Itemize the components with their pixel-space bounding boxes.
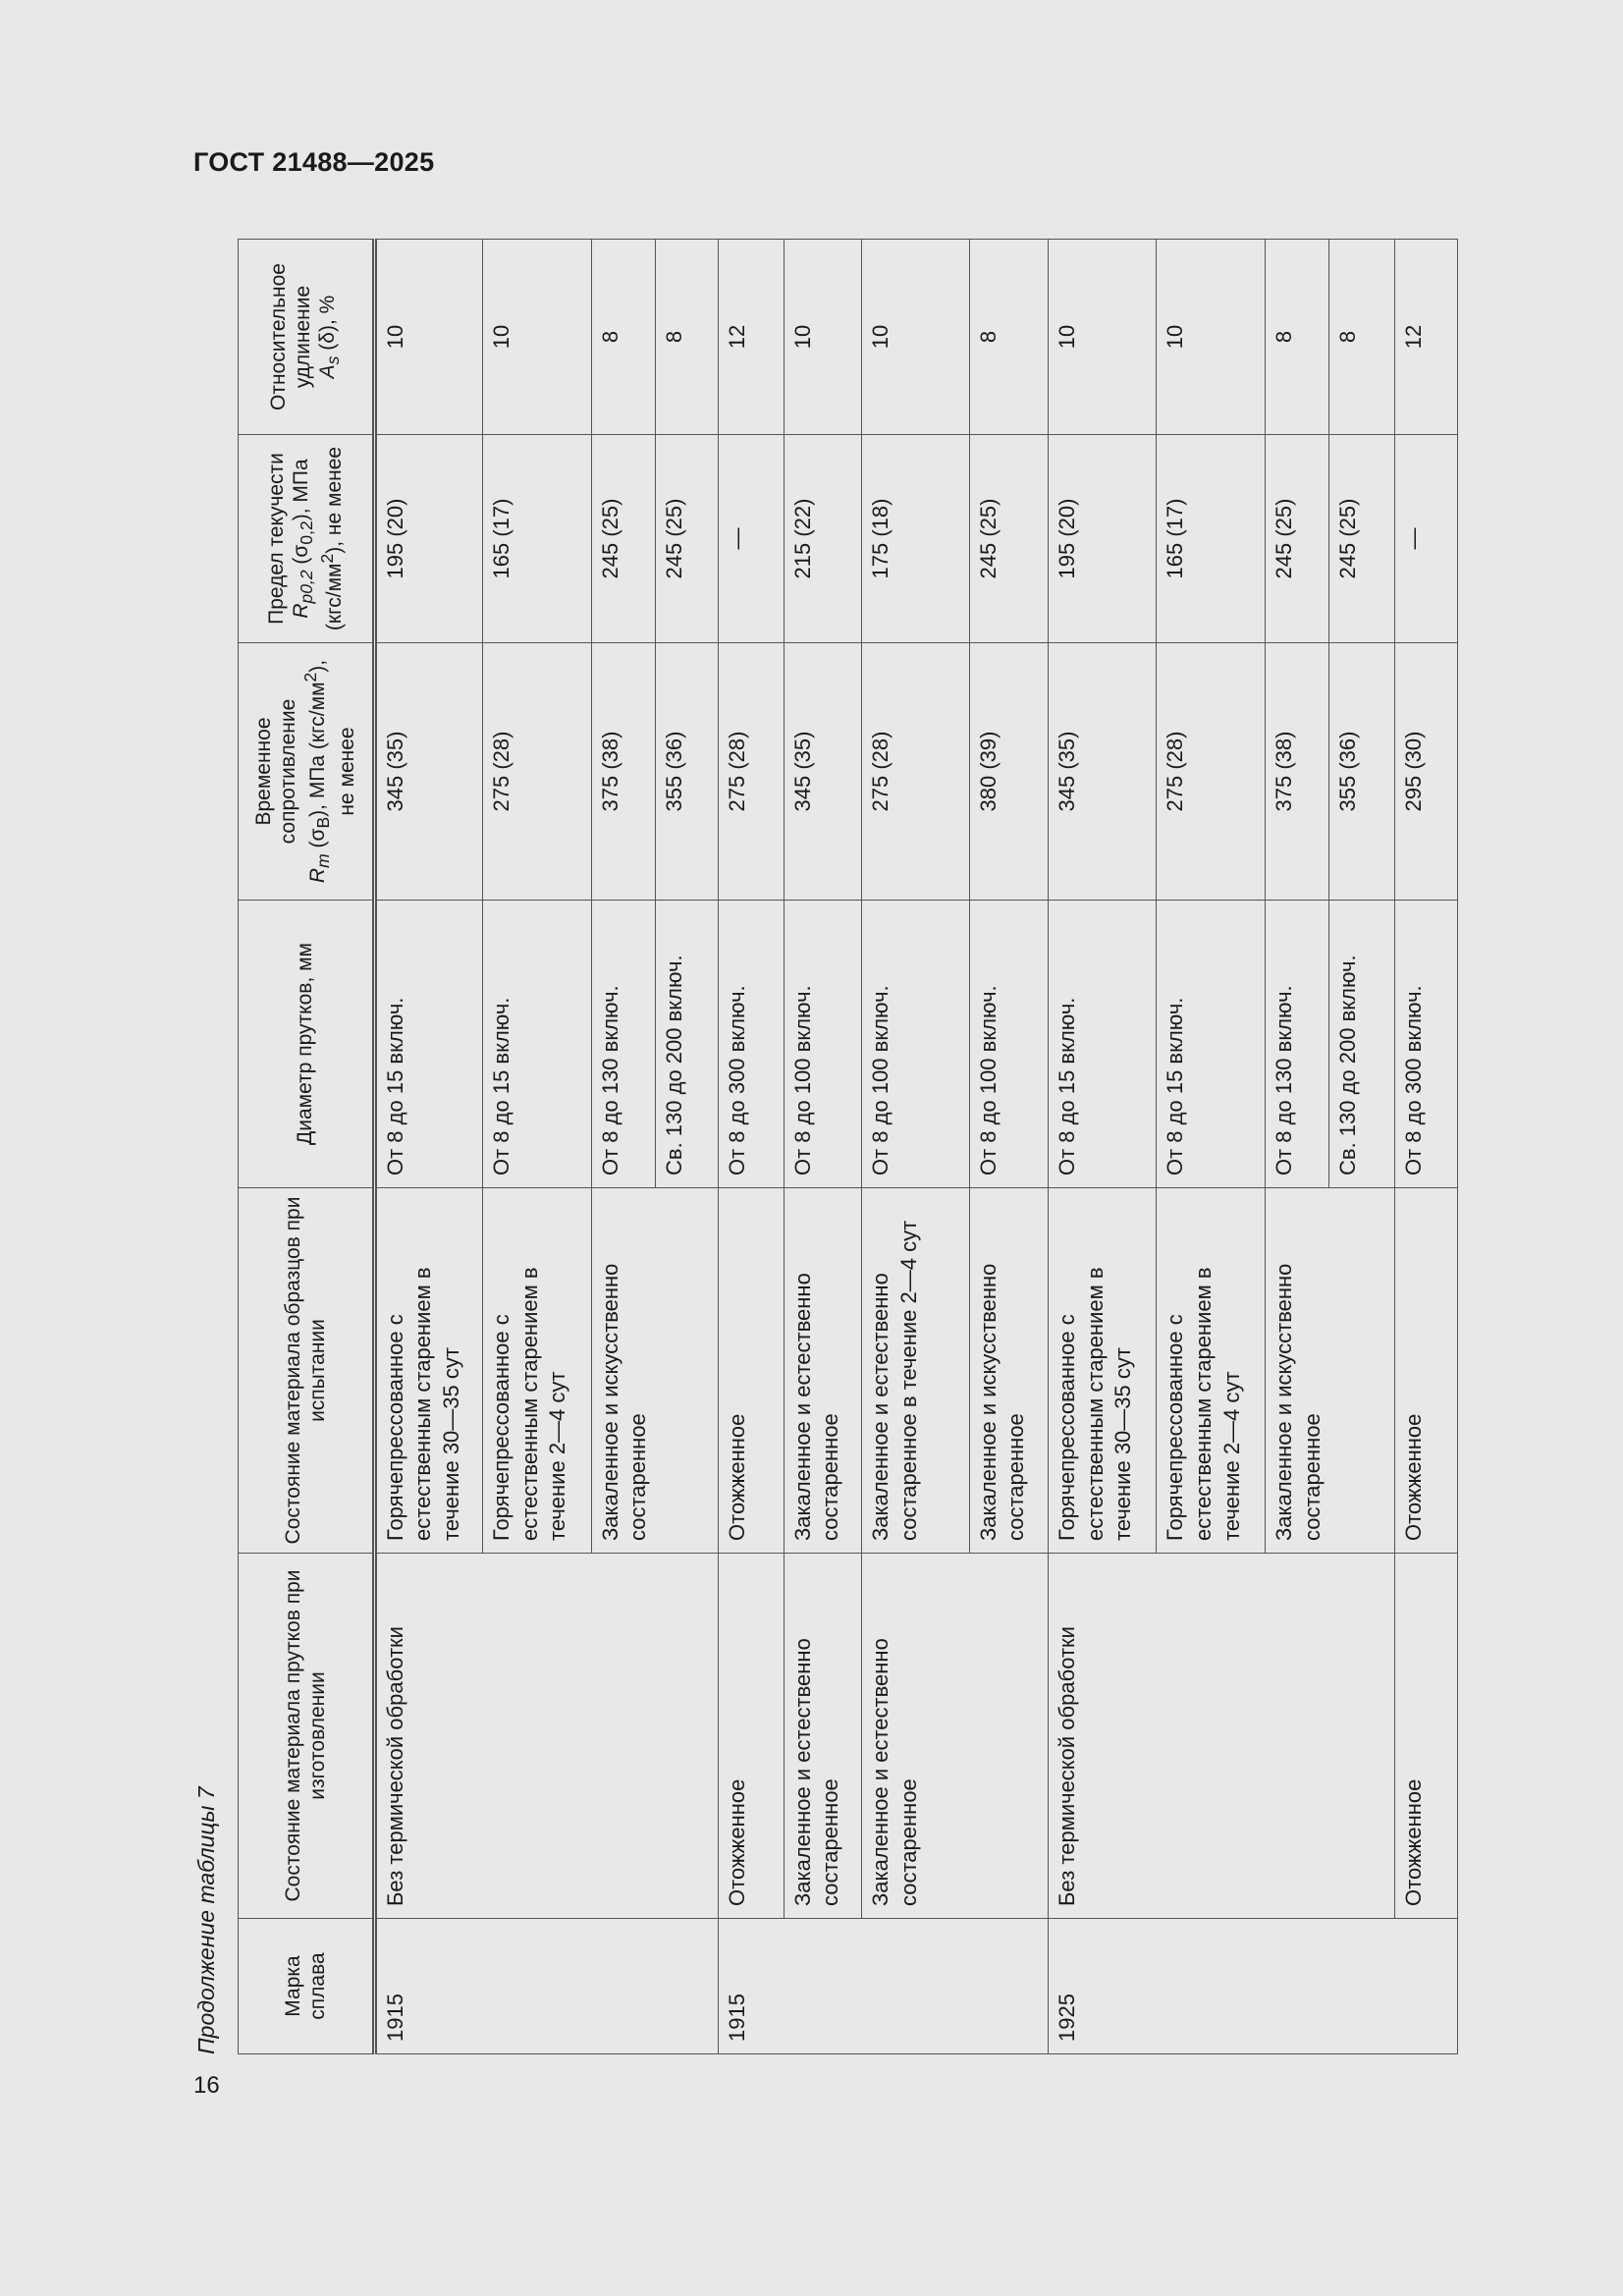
cell-elongation: 12 <box>719 240 784 435</box>
cell-tensile: 275 (28) <box>862 643 970 901</box>
cell-tensile: 375 (38) <box>591 643 655 901</box>
cell-tensile: 345 (35) <box>374 643 483 901</box>
cell-mfg-state: Без термической обработки <box>1048 1554 1394 1919</box>
cell-elongation: 10 <box>1048 240 1157 435</box>
col-header-tensile-strength: Временное сопротивление $R_m$ $(\sigma_В)$, МПа $(кгс/мм^2)$, не менее <box>239 643 375 901</box>
cell-test-state: Отожженное <box>1394 1188 1457 1554</box>
cell-yield: 195 (20) <box>1048 435 1157 643</box>
cell-yield: 215 (22) <box>784 435 861 643</box>
cell-diameter: От 8 до 15 включ. <box>374 901 483 1188</box>
col-header-diameter: Диаметр прутков, мм <box>239 901 375 1188</box>
cell-test-state: Горячепрессованное с естественным старением в течение 2—4 сут <box>1157 1188 1266 1554</box>
cell-yield: 165 (17) <box>483 435 592 643</box>
cell-diameter: От 8 до 300 включ. <box>1394 901 1457 1188</box>
cell-elongation: 8 <box>969 240 1048 435</box>
cell-elongation: 8 <box>1265 240 1328 435</box>
cell-elongation: 10 <box>374 240 483 435</box>
cell-yield: 165 (17) <box>1157 435 1266 643</box>
cell-diameter: От 8 до 15 включ. <box>483 901 592 1188</box>
table-row <box>719 240 784 2054</box>
cell-grade: 1925 <box>1048 1919 1457 2054</box>
cell-mfg-state: Закаленное и естественно состаренное <box>862 1554 1049 1919</box>
col-header-mfg-state: Состояние материала прутков при изготовлении <box>239 1554 375 1919</box>
cell-test-state: Закаленное и естественно состаренное <box>784 1188 861 1554</box>
cell-diameter: От 8 до 100 включ. <box>784 901 861 1188</box>
cell-grade: 1915 <box>719 1919 1049 2054</box>
table-caption: Продолжение таблицы 7 <box>193 1786 219 2054</box>
cell-elongation: 10 <box>784 240 861 435</box>
table-row <box>862 240 970 2054</box>
cell-elongation: 8 <box>1329 240 1394 435</box>
cell-test-state: Горячепрессованное с естественным старением в течение 30—35 сут <box>374 1188 483 1554</box>
cell-mfg-state: Отожженное <box>1394 1554 1457 1919</box>
cell-diameter: Св. 130 до 200 включ. <box>1329 901 1394 1188</box>
cell-diameter: От 8 до 100 включ. <box>862 901 970 1188</box>
col-header-elongation: Относительное удлинение $A_s$ (δ), % <box>239 240 375 435</box>
document-title: ГОСТ 21488—2025 <box>193 147 435 177</box>
cell-tensile: 275 (28) <box>483 643 592 901</box>
cell-test-state: Закаленное и искусственно состаренное <box>591 1188 719 1554</box>
cell-yield: 245 (25) <box>591 435 655 643</box>
table-header-row <box>239 240 375 2054</box>
cell-tensile: 275 (28) <box>1157 643 1266 901</box>
cell-elongation: 8 <box>656 240 719 435</box>
cell-mfg-state: Отожженное <box>719 1554 784 1919</box>
cell-tensile: 355 (36) <box>1329 643 1394 901</box>
table-row <box>1048 240 1157 2054</box>
cell-diameter: От 8 до 130 включ. <box>591 901 655 1188</box>
cell-diameter: От 8 до 15 включ. <box>1157 901 1266 1188</box>
rotated-table-container <box>238 240 1458 2054</box>
col-header-yield-strength: Предел текучести $R_{p0,2}$ $(\sigma_{0,2})$, МПа $(кгс/мм^2)$, не менее <box>239 435 375 643</box>
cell-diameter: От 8 до 300 включ. <box>719 901 784 1188</box>
cell-yield: 175 (18) <box>862 435 970 643</box>
cell-test-state: Закаленное и искусственно состаренное <box>969 1188 1048 1554</box>
page-number: 16 <box>193 2072 220 2099</box>
cell-yield: 245 (25) <box>1265 435 1328 643</box>
table-row <box>374 240 483 2054</box>
cell-diameter: От 8 до 15 включ. <box>1048 901 1157 1188</box>
cell-yield: 245 (25) <box>969 435 1048 643</box>
cell-elongation: 8 <box>591 240 655 435</box>
cell-elongation: 12 <box>1394 240 1457 435</box>
cell-tensile: 345 (35) <box>1048 643 1157 901</box>
cell-test-state: Горячепрессованное с естественным старением в течение 2—4 сут <box>483 1188 592 1554</box>
cell-tensile: 375 (38) <box>1265 643 1328 901</box>
cell-tensile: 275 (28) <box>719 643 784 901</box>
cell-test-state: Горячепрессованное с естественным старением в течение 30—35 сут <box>1048 1188 1157 1554</box>
cell-elongation: 10 <box>483 240 592 435</box>
cell-tensile: 380 (39) <box>969 643 1048 901</box>
cell-test-state: Закаленное и искусственно состаренное <box>1265 1188 1394 1554</box>
cell-diameter: От 8 до 130 включ. <box>1265 901 1328 1188</box>
col-header-grade: Марка сплава <box>239 1919 375 2054</box>
cell-test-state: Отожженное <box>719 1188 784 1554</box>
cell-elongation: 10 <box>1157 240 1266 435</box>
cell-grade: 1915 <box>374 1919 719 2054</box>
cell-test-state: Закаленное и естественно состаренное в течение 2—4 сут <box>862 1188 970 1554</box>
cell-tensile: 295 (30) <box>1394 643 1457 901</box>
table-row <box>784 240 861 2054</box>
cell-tensile: 355 (36) <box>656 643 719 901</box>
table-row <box>1394 240 1457 2054</box>
cell-yield: — <box>719 435 784 643</box>
cell-mfg-state: Без термической обработки <box>374 1554 719 1919</box>
cell-yield: 245 (25) <box>1329 435 1394 643</box>
col-header-test-state: Состояние материала образцов при испытании <box>239 1188 375 1554</box>
cell-tensile: 345 (35) <box>784 643 861 901</box>
cell-diameter: От 8 до 100 включ. <box>969 901 1048 1188</box>
cell-yield: 195 (20) <box>374 435 483 643</box>
properties-table <box>238 239 1458 2054</box>
cell-elongation: 10 <box>862 240 970 435</box>
cell-mfg-state: Закаленное и естественно состаренное <box>784 1554 861 1919</box>
cell-yield: — <box>1394 435 1457 643</box>
cell-yield: 245 (25) <box>656 435 719 643</box>
cell-diameter: Св. 130 до 200 включ. <box>656 901 719 1188</box>
